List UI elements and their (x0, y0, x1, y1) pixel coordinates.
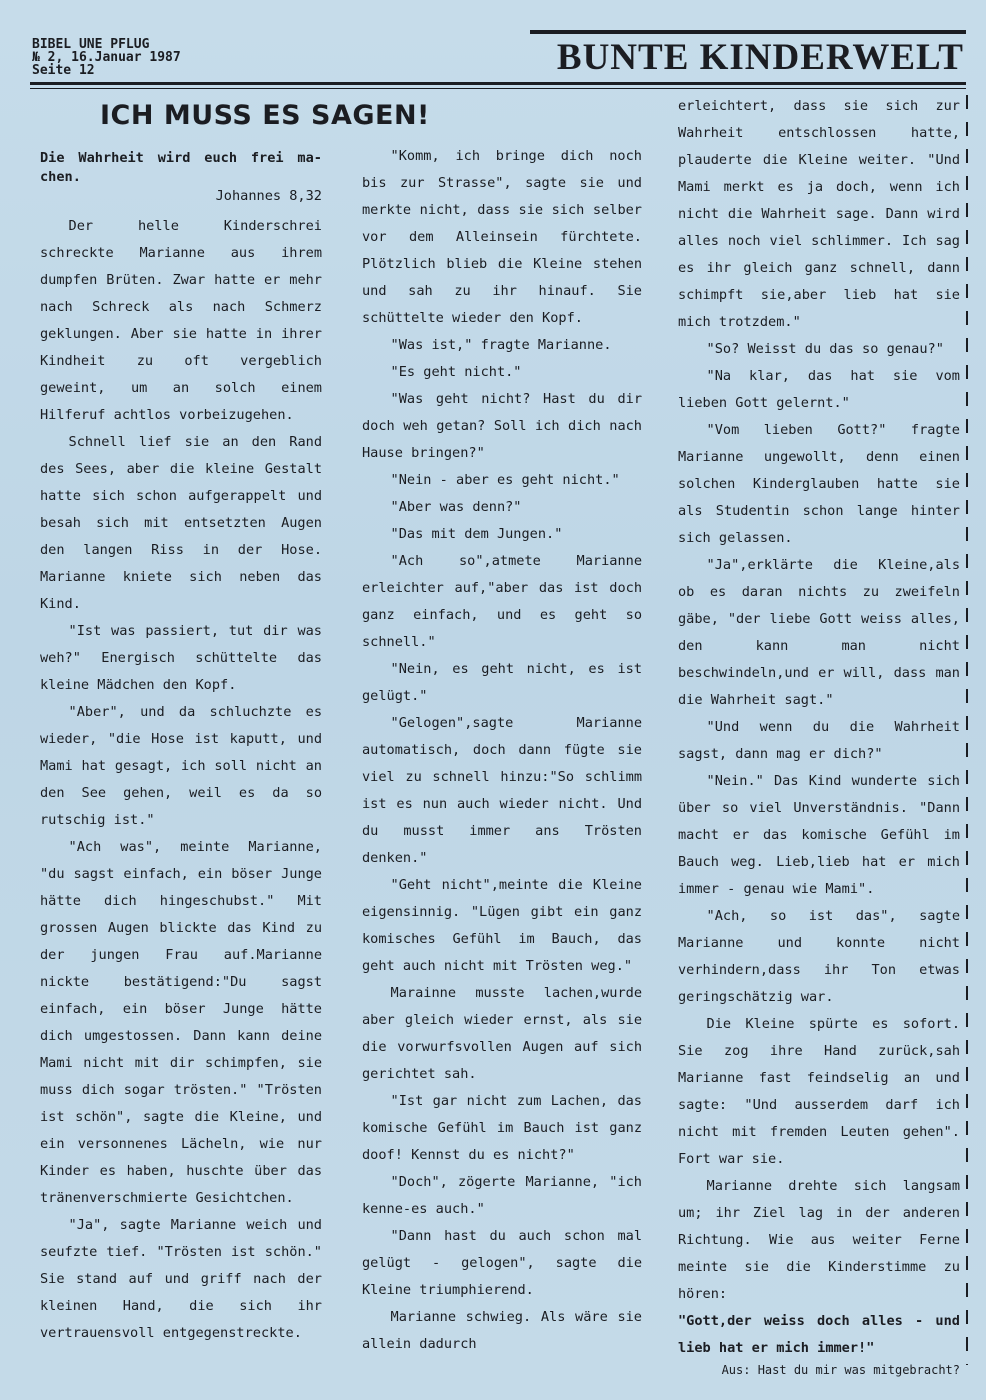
closing-quote: "Gott,der weiss doch alles - und lieb hat er mich immer!" (678, 1313, 960, 1356)
paragraph: "Vom lieben Gott?" fragte Marianne ungewollt, denn einen solchen Kinderglauben hatte sie als Studentin schon lange hinter sich gelassen. (678, 422, 960, 546)
paragraph: "Doch", zögerte Marianne, "ich kenne-es auch." (362, 1174, 642, 1217)
paragraph: "Und wenn du die Wahrheit sagst, dann mag er dich?" (678, 719, 960, 762)
paragraph: "Ist was passiert, tut dir was weh?" Energisch schüttelte das kleine Mädchen den Kopf. (40, 623, 322, 693)
paragraph: "Nein." Das Kind wunderte sich über so viel Unverständnis. "Dann macht er das komische Gefühl im Bauch weg. Lieb,lieb hat er mich immer - genau wie Mami". (678, 773, 960, 897)
paragraph: "Ja",erklärte die Kleine,als ob es daran nichts zu zweifeln gäbe, "der liebe Gott weiss alles, den kann man nicht beschwindeln,und er will, dass man die Wahrheit sagt." (678, 557, 960, 708)
paragraph: "Ja", sagte Marianne weich und seufzte tief. "Trösten ist schön." Sie stand auf und griff nach der kleinen Hand, die sich ihr vertrauensvoll entgegenstreckte. (40, 1217, 322, 1341)
page-number: Seite 12 (32, 63, 95, 78)
publication-name: BIBEL UNE PFLUG (32, 37, 150, 52)
article-column-2 (362, 143, 642, 1358)
paragraph: "So? Weisst du das so genau?" (706, 341, 944, 357)
issue-date: № 2, 16.Januar 1987 (32, 50, 181, 65)
paragraph: "Ach, so ist das", sagte Marianne und konnte nicht verhindern,dass ihr Ton etwas geringschätzig war. (678, 908, 960, 1005)
paragraph: Marianne schwieg. Als wäre sie allein dadurch (362, 1309, 642, 1352)
paragraph: "Was ist," fragte Marianne. (390, 337, 612, 353)
paragraph: "Aber", und da schluchzte es wieder, "die Hose ist kaputt, und Mami hat gesagt, ich soll nicht an den See gehen, weil es da so rutschig ist." (40, 704, 322, 828)
paragraph: "Ach was", meinte Marianne, "du sagst einfach, ein böser Junge hätte dich hingeschubst." Mit grossen Augen blickte das Kind zu der jungen Frau auf.Marianne nickte bestätigend:"Du sagst einfach, ein böser Junge hätte dich umgestossen. Dann kann deine Mami nicht mit dir schimpfen, sie muss dich sogar trösten." "Trösten ist schön", sagte die Kleine, und ein versonnenes Lächeln, wie nur Kinder es haben, huschte über das tränenverschmierte Gesichtchen. (40, 839, 322, 1206)
motto (40, 149, 322, 187)
article-column-3 (678, 93, 960, 1378)
header-top-rule (530, 30, 966, 34)
header-bottom-rule (30, 82, 966, 85)
paragraph: Die Kleine spürte es sofort. Sie zog ihre Hand zurück,sah Marianne fast feindselig an und sagte: "Und ausserdem darf ich nicht mit fremden Leuten gehen". Fort war sie. (678, 1016, 960, 1167)
source-credit: Aus: Hast du mir was mitgebracht? (721, 1363, 960, 1377)
article-column-1 (40, 149, 322, 1347)
paragraph: "Dann hast du auch schon mal gelügt - gelogen", sagte die Kleine triumphierend. (362, 1228, 642, 1298)
column-edge-marks (966, 95, 968, 1365)
paragraph: "Nein - aber es geht nicht." (390, 472, 620, 488)
paragraph: "Gelogen",sagte Marianne automatisch, doch dann fügte sie viel zu schnell hinzu:"So schlimm ist es nun auch wieder nicht. Und du musst immer ans Trösten denken." (362, 715, 642, 866)
section-title: BUNTE KINDERWELT (556, 37, 964, 78)
header-bottom-rule-thin (30, 88, 966, 89)
motto-reference: Johannes 8,32 (215, 188, 322, 204)
paragraph: "Es geht nicht." (390, 364, 522, 380)
paragraph: "Nein, es geht nicht, es ist gelügt." (362, 661, 642, 704)
paragraph: "Geht nicht",meinte die Kleine eigensinnig. "Lügen gibt ein ganz komisches Gefühl im Bauch, das geht auch nicht mit Trösten weg." (362, 877, 642, 974)
paragraph: "Aber was denn?" (390, 499, 522, 515)
story-title: ICH MUSS ES SAGEN! (100, 100, 430, 131)
paragraph: "Das mit dem Jungen." (390, 526, 563, 542)
paragraph: Marianne drehte sich langsam um; ihr Ziel lag in der anderen Richtung. Wie aus weiter Ferne meinte sie die Kinderstimme zu hören: (678, 1178, 960, 1302)
paragraph: Marainne musste lachen,wurde aber gleich wieder ernst, als sie die vorwurfsvollen Augen auf sich gerichtet sah. (362, 985, 642, 1082)
paragraph: "Was geht nicht? Hast du dir doch weh getan? Soll ich dich nach Hause bringen?" (362, 391, 642, 461)
paragraph: "Komm, ich bringe dich noch bis zur Strasse", sagte sie und merkte nicht, dass sie sich selber vor dem Alleinsein fürchtete. Plötzlich blieb die Kleine stehen und sah zu ihr hinauf. Sie schüttelte wieder den Kopf. (362, 148, 642, 326)
paragraph: Der helle Kinderschrei schreckte Marianne aus ihrem dumpfen Brüten. Zwar hatte er mehr nach Schreck als nach Schmerz geklungen. Aber sie hatte in ihrer Kindheit zu oft vergeblich geweint, um an solch einem Hilferuf achtlos vorbeizugehen. (40, 218, 322, 423)
motto-reference-line (40, 187, 322, 206)
paragraph: erleichtert, dass sie sich zur Wahrheit entschlossen hatte, plauderte die Kleine weiter. "Und Mami merkt es ja doch, wenn ich nicht die Wahrheit sage. Dann wird alles noch viel schlimmer. Ich sag es ihr gleich ganz schnell, dann schimpft sie,aber lieb hat sie mich trotzdem." (678, 98, 960, 330)
paragraph: "Na klar, das hat sie vom lieben Gott gelernt." (678, 368, 960, 411)
masthead-info (32, 38, 181, 77)
motto-text: Die Wahrheit wird euch frei ma- chen. (40, 150, 322, 185)
paragraph: "Ach so",atmete Marianne erleichter auf,"aber das ist doch ganz einfach, und es geht so schnell." (362, 553, 642, 650)
paragraph: "Ist gar nicht zum Lachen, das komische Gefühl im Bauch ist ganz doof! Kennst du es nicht?" (362, 1093, 642, 1163)
paragraph: Schnell lief sie an den Rand des Sees, aber die kleine Gestalt hatte sich schon aufgerappelt und besah sich mit entsetzten Augen den langen Riss in der Hose. Marianne kniete sich neben das Kind. (40, 434, 322, 612)
